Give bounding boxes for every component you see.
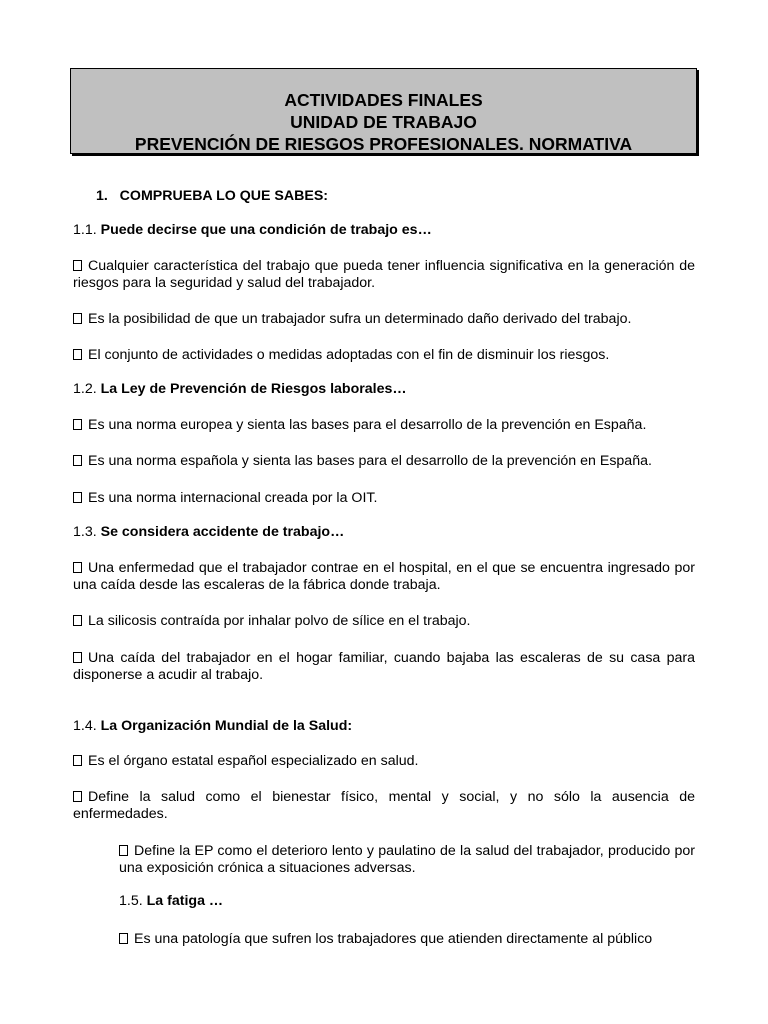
option-1-3-c[interactable] <box>73 650 695 684</box>
option-text: Una caída del trabajador en el hogar familiar, cuando bajaba las escaleras de su casa para disponerse a acudir al trabajo. <box>73 650 695 683</box>
option-1-2-b[interactable] <box>73 453 695 470</box>
question-number: 1.1. <box>73 222 97 238</box>
section-heading <box>96 188 718 205</box>
option-1-2-a[interactable] <box>73 417 695 434</box>
checkbox-icon[interactable] <box>73 349 82 360</box>
option-1-4-b[interactable] <box>73 789 695 823</box>
question-number: 1.4. <box>73 718 97 734</box>
question-text: Se considera accidente de trabajo… <box>100 524 345 540</box>
option-text: Cualquier característica del trabajo que pueda tener influencia significativa en la generación de riesgos para la seguridad y salud del trabajador. <box>73 258 695 291</box>
question-number: 1.2. <box>73 381 97 397</box>
checkbox-icon[interactable] <box>73 492 82 503</box>
section-title: COMPRUEBA LO QUE SABES: <box>119 188 329 204</box>
option-1-1-a[interactable] <box>73 258 695 292</box>
option-text: Es la posibilidad de que un trabajador sufra un determinado daño derivado del trabajo. <box>88 311 632 327</box>
question-1-1 <box>73 222 695 239</box>
checkbox-icon[interactable] <box>73 455 82 466</box>
checkbox-icon[interactable] <box>73 652 82 663</box>
question-1-2 <box>73 381 695 398</box>
option-text: Es el órgano estatal español especializado en salud. <box>88 753 419 769</box>
option-1-3-b[interactable] <box>73 613 695 630</box>
option-text: La silicosis contraída por inhalar polvo de sílice en el trabajo. <box>88 613 471 629</box>
option-1-4-c[interactable] <box>119 843 695 877</box>
question-text: La fatiga … <box>146 893 224 909</box>
option-1-1-c[interactable] <box>73 347 695 364</box>
option-text: Es una norma internacional creada por la OIT. <box>88 490 378 506</box>
option-text: El conjunto de actividades o medidas adoptadas con el fin de disminuir los riesgos. <box>88 347 610 363</box>
option-1-4-a[interactable] <box>73 753 695 770</box>
option-1-1-b[interactable] <box>73 311 695 328</box>
question-number: 1.5. <box>119 893 143 909</box>
option-1-2-c[interactable] <box>73 490 695 507</box>
header-title: ACTIVIDADES FINALES <box>284 90 483 110</box>
question-text: La Organización Mundial de la Salud: <box>100 718 353 734</box>
question-number: 1.3. <box>73 524 97 540</box>
option-text: Define la EP como el deterioro lento y paulatino de la salud del trabajador, producido por una exposición crónica a situaciones adversas. <box>119 843 695 876</box>
question-1-5 <box>119 893 695 910</box>
option-text: Una enfermedad que el trabajador contrae en el hospital, en el que se encuentra ingresado por una caída desde las escaleras de la fábrica donde trabaja. <box>73 560 695 593</box>
question-1-4 <box>73 718 695 735</box>
checkbox-icon[interactable] <box>73 260 82 271</box>
question-text: La Ley de Prevención de Riesgos laborales… <box>100 381 407 397</box>
checkbox-icon[interactable] <box>73 755 82 766</box>
checkbox-icon[interactable] <box>119 845 128 856</box>
question-1-3 <box>73 524 695 541</box>
checkbox-icon[interactable] <box>73 313 82 324</box>
header-subject: PREVENCIÓN DE RIESGOS PROFESIONALES. NORMATIVA <box>134 134 633 154</box>
checkbox-icon[interactable] <box>119 933 128 944</box>
checkbox-icon[interactable] <box>73 791 82 802</box>
checkbox-icon[interactable] <box>73 419 82 430</box>
header-unit: UNIDAD DE TRABAJO <box>290 112 477 132</box>
document-header <box>70 68 697 154</box>
checkbox-icon[interactable] <box>73 562 82 573</box>
option-text: Es una norma europea y sienta las bases para el desarrollo de la prevención en España. <box>88 417 647 433</box>
option-text: Es una patología que sufren los trabajadores que atienden directamente al público <box>134 931 653 947</box>
section-number: 1. <box>96 188 108 204</box>
option-1-5-a[interactable] <box>119 931 695 948</box>
option-1-3-a[interactable] <box>73 560 695 594</box>
question-text: Puede decirse que una condición de trabajo es… <box>100 222 432 238</box>
option-text: Define la salud como el bienestar físico, mental y social, y no sólo la ausencia de enfermedades. <box>73 789 695 822</box>
option-text: Es una norma española y sienta las bases para el desarrollo de la prevención en España. <box>88 453 652 469</box>
checkbox-icon[interactable] <box>73 615 82 626</box>
